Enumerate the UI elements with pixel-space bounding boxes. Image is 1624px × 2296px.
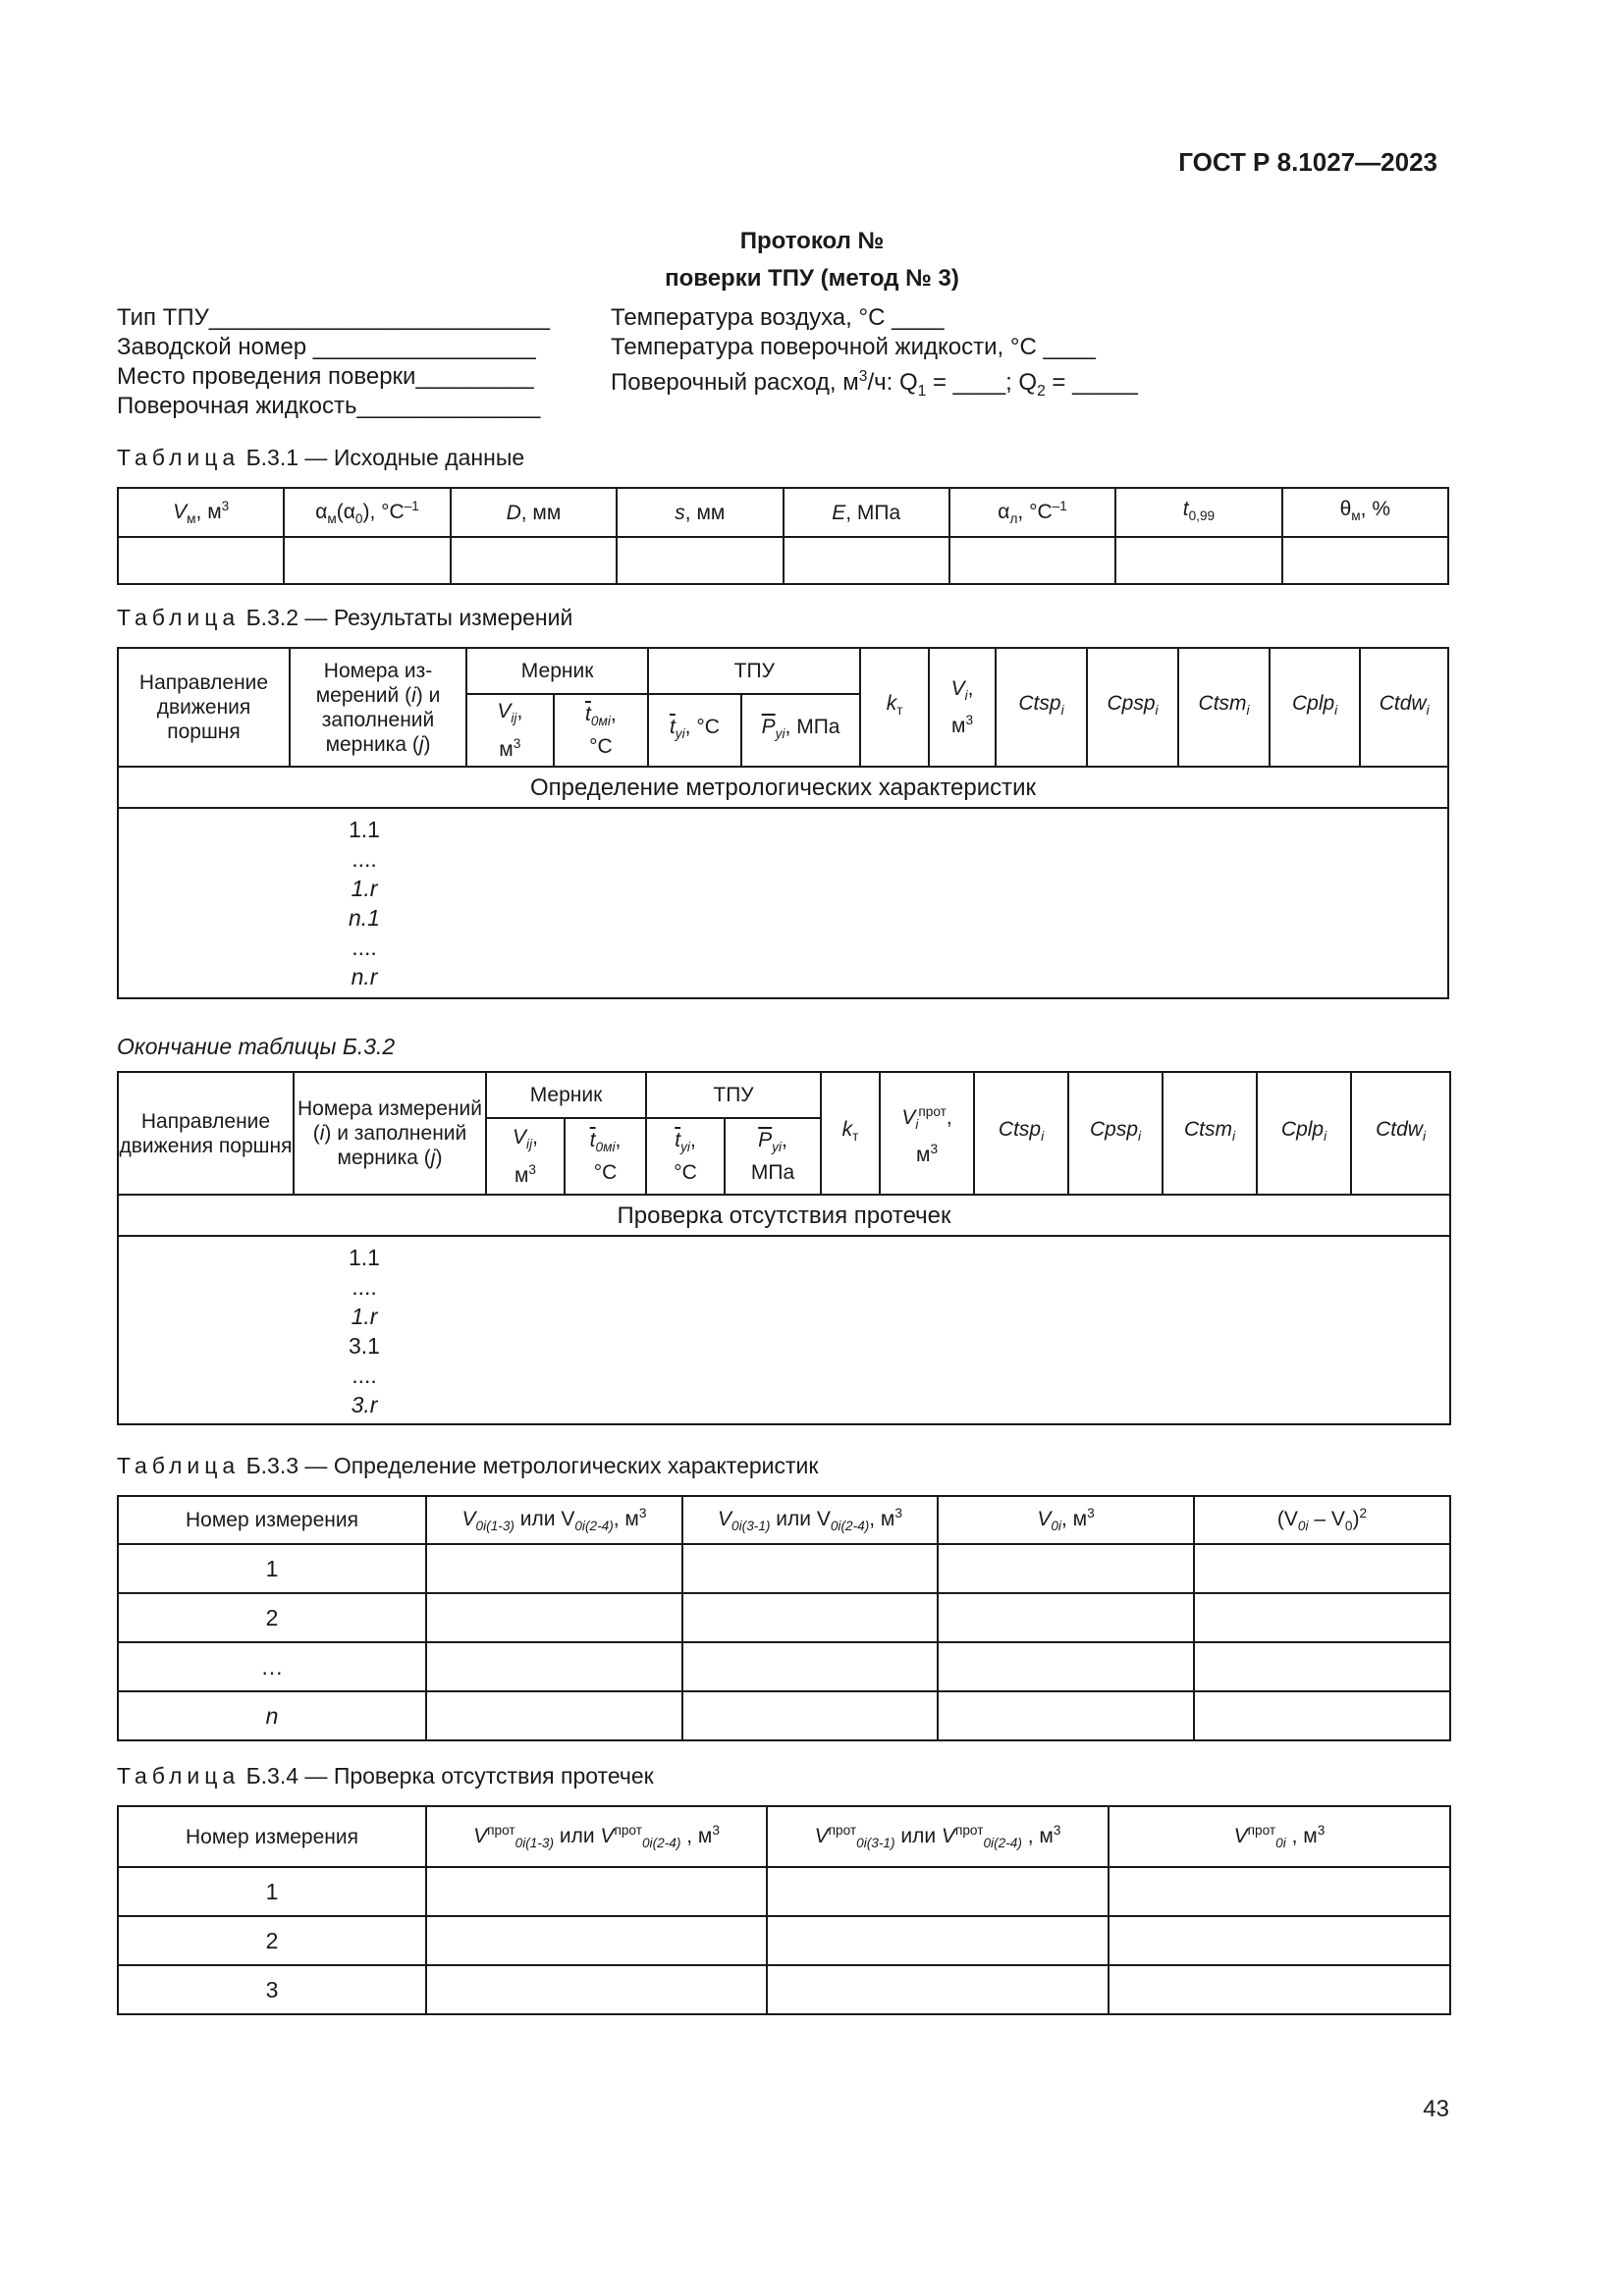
row-number: 1 xyxy=(118,1867,426,1916)
row-label: .... xyxy=(352,1274,377,1300)
field-verification-liquid: Поверочная жидкость______________ xyxy=(117,393,541,419)
table-header-row xyxy=(118,648,1448,694)
protocol-subtitle: поверки ТПУ (метод № 3) xyxy=(665,265,959,292)
col-tyi: $\overline{t}_{yi}$, °С xyxy=(648,694,741,767)
table-header-row xyxy=(118,1806,1450,1867)
row-number: 3 xyxy=(118,1965,426,2014)
col-piston-direction: Направление движения поршня xyxy=(118,1072,294,1195)
section-title: Проверка отсутствия протечек xyxy=(118,1195,1450,1236)
col-d: D, мм xyxy=(451,488,617,537)
col-pyi: $\overline{P}_{yi}$, МПа xyxy=(725,1118,821,1195)
col-v0i: $V_{0i}$, $м^3$ xyxy=(938,1496,1194,1544)
col-v0i-prot: $V^{прот}_{0i}$ , $м^3$ xyxy=(1109,1806,1450,1867)
table-b32-continuation xyxy=(117,1071,1451,1425)
col-group-tpu: ТПУ xyxy=(646,1072,821,1118)
row-label: 1.r xyxy=(351,876,378,901)
col-cplp: Cplp$_i$ xyxy=(1257,1072,1351,1195)
table-row xyxy=(118,1867,1450,1916)
table-b32-continuation-caption: Окончание таблицы Б.3.2 xyxy=(117,1034,396,1059)
field-air-temperature: Температура воздуха, °С ____ xyxy=(611,304,945,331)
col-ctsm: Ctsm$_i$ xyxy=(1163,1072,1257,1195)
col-vi-prot: $V_i^{прот}$, $м^3$ xyxy=(880,1072,974,1195)
row-label: 1.1 xyxy=(349,817,380,842)
row-number: 1 xyxy=(118,1544,426,1593)
field-verification-place: Место проведения поверки_________ xyxy=(117,363,534,390)
col-kt: $k_т$ xyxy=(821,1072,880,1195)
table-b34-caption: Таблица Б.3.4 — Проверка отсутствия протечек xyxy=(117,1763,654,1789)
col-cpsp: Cpsp$_i$ xyxy=(1068,1072,1163,1195)
table-row xyxy=(118,808,1448,998)
col-group-tpu: ТПУ xyxy=(648,648,860,694)
col-ctdw: Ctdw$_i$ xyxy=(1360,648,1448,767)
field-tpu-type: Тип ТПУ__________________________ xyxy=(117,304,550,331)
header-right-fields xyxy=(611,303,1138,406)
table-header-row xyxy=(118,1496,1450,1544)
col-theta-m: $\theta_м$, % xyxy=(1282,488,1448,537)
row-label: 3.r xyxy=(351,1392,378,1417)
table-b32-caption: Таблица Б.3.2 — Результаты измерений xyxy=(117,605,573,630)
row-label: .... xyxy=(352,934,377,960)
col-measurement-numbers: Номера измерений (i) и заполнений мерника (j) xyxy=(294,1072,486,1195)
col-vij: $V_{ij}$, $м^3$ xyxy=(486,1118,565,1195)
col-measurement-numbers: Номера из-мерений (i) и заполнений мерника (j) xyxy=(290,648,466,767)
page-number: 43 xyxy=(1423,2096,1449,2122)
table-row xyxy=(118,537,1448,584)
col-pyi: $\overline{P}_{yi}$, МПа xyxy=(741,694,861,767)
col-ctdw: Ctdw$_i$ xyxy=(1351,1072,1450,1195)
section-row xyxy=(118,1195,1450,1236)
col-v0i-prot-13-24: $V^{прот}_{0i(1-3)}$ или $V^{прот}_{0i(2-4)}$ , $м^3$ xyxy=(426,1806,767,1867)
col-group-mernik: Мерник xyxy=(486,1072,646,1118)
table-b32 xyxy=(117,647,1449,999)
field-serial-number: Заводской номер _________________ xyxy=(117,334,536,360)
col-v0i-v0-squared: $(V_{0i} - V_0)^2$ xyxy=(1194,1496,1450,1544)
col-v0i-31-24: $V_{0i(3-1)}$ или $V_{0i(2-4)}$, $м^3$ xyxy=(682,1496,938,1544)
col-e: E, МПа xyxy=(784,488,949,537)
col-piston-direction: Направление движения поршня xyxy=(118,648,290,767)
col-t099: $t_{0,99}$ xyxy=(1115,488,1281,537)
col-ctsp: Ctsp$_i$ xyxy=(974,1072,1068,1195)
row-label: 1.r xyxy=(351,1304,378,1329)
col-alpha-m: $\alpha_м(\alpha_0)$, $^\circ С^{-1}$ xyxy=(284,488,450,537)
row-number: 2 xyxy=(118,1593,426,1642)
table-b31 xyxy=(117,487,1449,585)
row-number: n xyxy=(118,1691,426,1740)
col-measurement-number: Номер измерения xyxy=(118,1806,426,1867)
table-row xyxy=(118,1965,1450,2014)
col-kt: $k_т$ xyxy=(860,648,928,767)
row-label: 3.1 xyxy=(349,1333,380,1359)
field-flow-rate: Поверочный расход, $м^3/ч$: $Q_1$ = ____; $Q_2$ = _____ xyxy=(611,368,1138,400)
document-code: ГОСТ Р 8.1027—2023 xyxy=(1178,147,1437,177)
row-label: 1.1 xyxy=(349,1245,380,1270)
col-cpsp: Cpsp$_i$ xyxy=(1087,648,1179,767)
col-t0mi: $\overline{t}_{0мi}$, °С xyxy=(554,694,649,767)
row-number: 2 xyxy=(118,1916,426,1965)
col-alpha-l: $\alpha_л$, $^\circ С^{-1}$ xyxy=(949,488,1115,537)
col-vi: $V_i$, $м^3$ xyxy=(929,648,996,767)
col-tyi: $\overline{t}_{yi}$, °С xyxy=(646,1118,725,1195)
table-b33-caption: Таблица Б.3.3 — Определение метрологических характеристик xyxy=(117,1453,819,1478)
col-s: s, мм xyxy=(617,488,783,537)
col-vij: $V_{ij}$, $м^3$ xyxy=(466,694,554,767)
col-t0mi: $\overline{t}_{0мi}$, °С xyxy=(565,1118,646,1195)
row-label: n.1 xyxy=(349,905,380,931)
col-cplp: Cplp$_i$ xyxy=(1270,648,1361,767)
col-v0i-prot-31-24: $V^{прот}_{0i(3-1)}$ или $V^{прот}_{0i(2-4)}$ , $м^3$ xyxy=(767,1806,1109,1867)
table-b33 xyxy=(117,1495,1451,1741)
table-row xyxy=(118,1916,1450,1965)
protocol-title: Протокол № xyxy=(739,228,885,254)
section-row xyxy=(118,767,1448,808)
row-label: .... xyxy=(352,1362,377,1388)
table-header-row xyxy=(118,488,1448,537)
table-row xyxy=(118,1544,1450,1593)
table-b34 xyxy=(117,1805,1451,2015)
table-row xyxy=(118,1593,1450,1642)
field-liquid-temperature: Температура поверочной жидкости, °С ____ xyxy=(611,334,1096,360)
table-header-row xyxy=(118,1072,1450,1118)
table-row xyxy=(118,1236,1450,1424)
row-label: .... xyxy=(352,846,377,872)
col-ctsm: Ctsm$_i$ xyxy=(1178,648,1270,767)
header-left-fields xyxy=(117,303,550,421)
row-number: … xyxy=(118,1642,426,1691)
col-ctsp: Ctsp$_i$ xyxy=(996,648,1087,767)
col-group-mernik: Мерник xyxy=(466,648,648,694)
row-label: n.r xyxy=(351,964,378,989)
table-row xyxy=(118,1642,1450,1691)
col-v0i-13-24: $V_{0i(1-3)}$ или $V_{0i(2-4)}$, $м^3$ xyxy=(426,1496,682,1544)
table-b31-caption: Таблица Б.3.1 — Исходные данные xyxy=(117,445,525,470)
section-title: Определение метрологических характеристик xyxy=(118,767,1448,808)
col-measurement-number: Номер измерения xyxy=(118,1496,426,1544)
col-vm: $V_м$, $м^3$ xyxy=(118,488,284,537)
table-row xyxy=(118,1691,1450,1740)
